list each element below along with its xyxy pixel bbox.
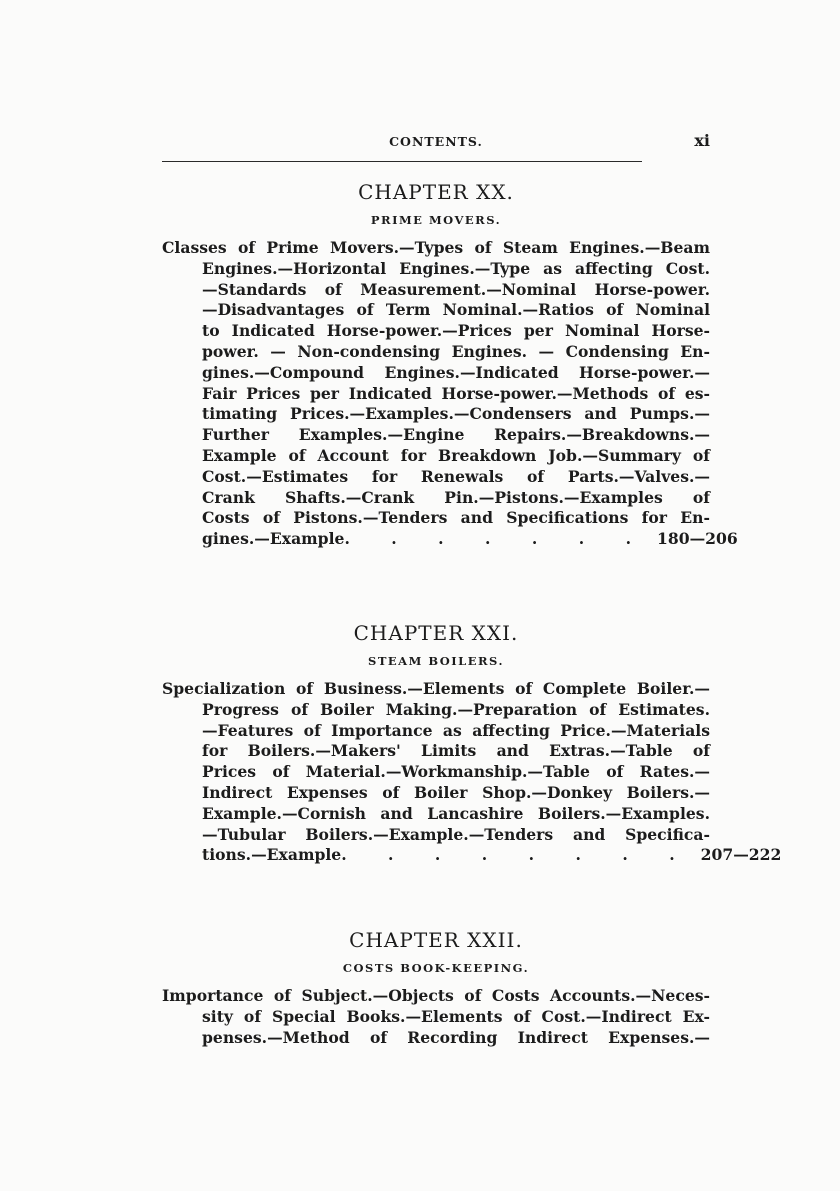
chapter-heading: CHAPTER XX. xyxy=(358,180,514,204)
summary-line: Fair Prices per Indicated Horse-power.—Methods of es- xyxy=(202,383,710,403)
summary-line: Further Examples.—Engine Repairs.—Breakdowns.— xyxy=(202,425,710,445)
page-range: 207—222 xyxy=(700,845,782,865)
running-head-title: CONTENTS. xyxy=(389,134,483,149)
summary-line: —Features of Importance as affecting Price.—Materials xyxy=(202,720,710,740)
summary-line: Importance of Subject.—Objects of Costs Accounts.—Neces- xyxy=(162,986,710,1005)
summary-line: Classes of Prime Movers.—Types of Steam Engines.—Beam xyxy=(162,238,710,257)
summary-line: —Disadvantages of Term Nominal.—Ratios of Nominal xyxy=(202,300,710,320)
summary-line: Prices of Material.—Workmanship.—Table of Rates.— xyxy=(202,762,710,782)
summary-line: penses.—Method of Recording Indirect Expenses.— xyxy=(202,1027,710,1047)
chapter-subtitle: COSTS BOOK-KEEPING. xyxy=(342,961,530,975)
summary-line: sity of Special Books.—Elements of Cost.—Indirect Ex- xyxy=(202,1006,710,1026)
summary-line: gines.—Compound Engines.—Indicated Horse-power.— xyxy=(202,362,710,382)
summary-line: —Standards of Measurement.—Nominal Horse-power. xyxy=(202,279,710,299)
summary-line-end: tions.—Example xyxy=(202,845,342,865)
summary-line: Costs of Pistons.—Tenders and Specifications for En- xyxy=(202,508,710,528)
page-number: xi xyxy=(694,131,710,150)
summary-line: Crank Shafts.—Crank Pin.—Pistons.—Examples of xyxy=(202,487,710,507)
chapter-heading: CHAPTER XXII. xyxy=(349,928,523,952)
summary-line: Example of Account for Breakdown Job.—Summary of xyxy=(202,445,710,465)
chapter-subtitle: STEAM BOILERS. xyxy=(368,654,504,668)
chapter-summary xyxy=(162,238,738,550)
summary-last-line xyxy=(162,529,738,550)
summary-last-line xyxy=(162,845,782,866)
summary-line: timating Prices.—Examples.—Condensers and Pumps.— xyxy=(202,404,710,424)
head-rule xyxy=(162,161,642,162)
summary-line: Cost.—Estimates for Renewals of Parts.—Valves.— xyxy=(202,466,710,486)
summary-line: Indirect Expenses of Boiler Shop.—Donkey Boilers.— xyxy=(202,782,710,802)
chapter-xxi xyxy=(162,621,782,866)
summary-line-end: gines.—Example xyxy=(202,529,345,549)
summary-line: Progress of Boiler Making.—Preparation of Estimates. xyxy=(202,699,710,719)
chapter-summary xyxy=(162,986,710,1048)
page-range: 180—206 xyxy=(657,529,738,549)
summary-line: for Boilers.—Makers' Limits and Extras.—Table of xyxy=(202,741,710,761)
chapter-heading: CHAPTER XXI. xyxy=(353,621,519,645)
summary-line: Engines.—Horizontal Engines.—Type as affecting Cost. xyxy=(202,258,710,278)
chapter-summary xyxy=(162,679,782,866)
chapter-xxii xyxy=(162,928,710,1048)
dot-leader: . . . . . . . . xyxy=(341,845,693,865)
summary-line: Specialization of Business.—Elements of Complete Boiler.— xyxy=(162,679,710,698)
summary-line: to Indicated Horse-power.—Prices per Nominal Horse- xyxy=(202,321,710,341)
chapter-xx xyxy=(162,180,738,550)
dot-leader: . . . . . . . xyxy=(344,529,650,549)
chapter-subtitle: PRIME MOVERS. xyxy=(370,213,502,227)
summary-line: Example.—Cornish and Lancashire Boilers.—Examples. xyxy=(202,803,710,823)
summary-line: power. — Non-condensing Engines. — Condensing En- xyxy=(202,341,710,361)
summary-line: —Tubular Boilers.—Example.—Tenders and Specifica- xyxy=(202,824,710,844)
running-head xyxy=(162,131,710,154)
